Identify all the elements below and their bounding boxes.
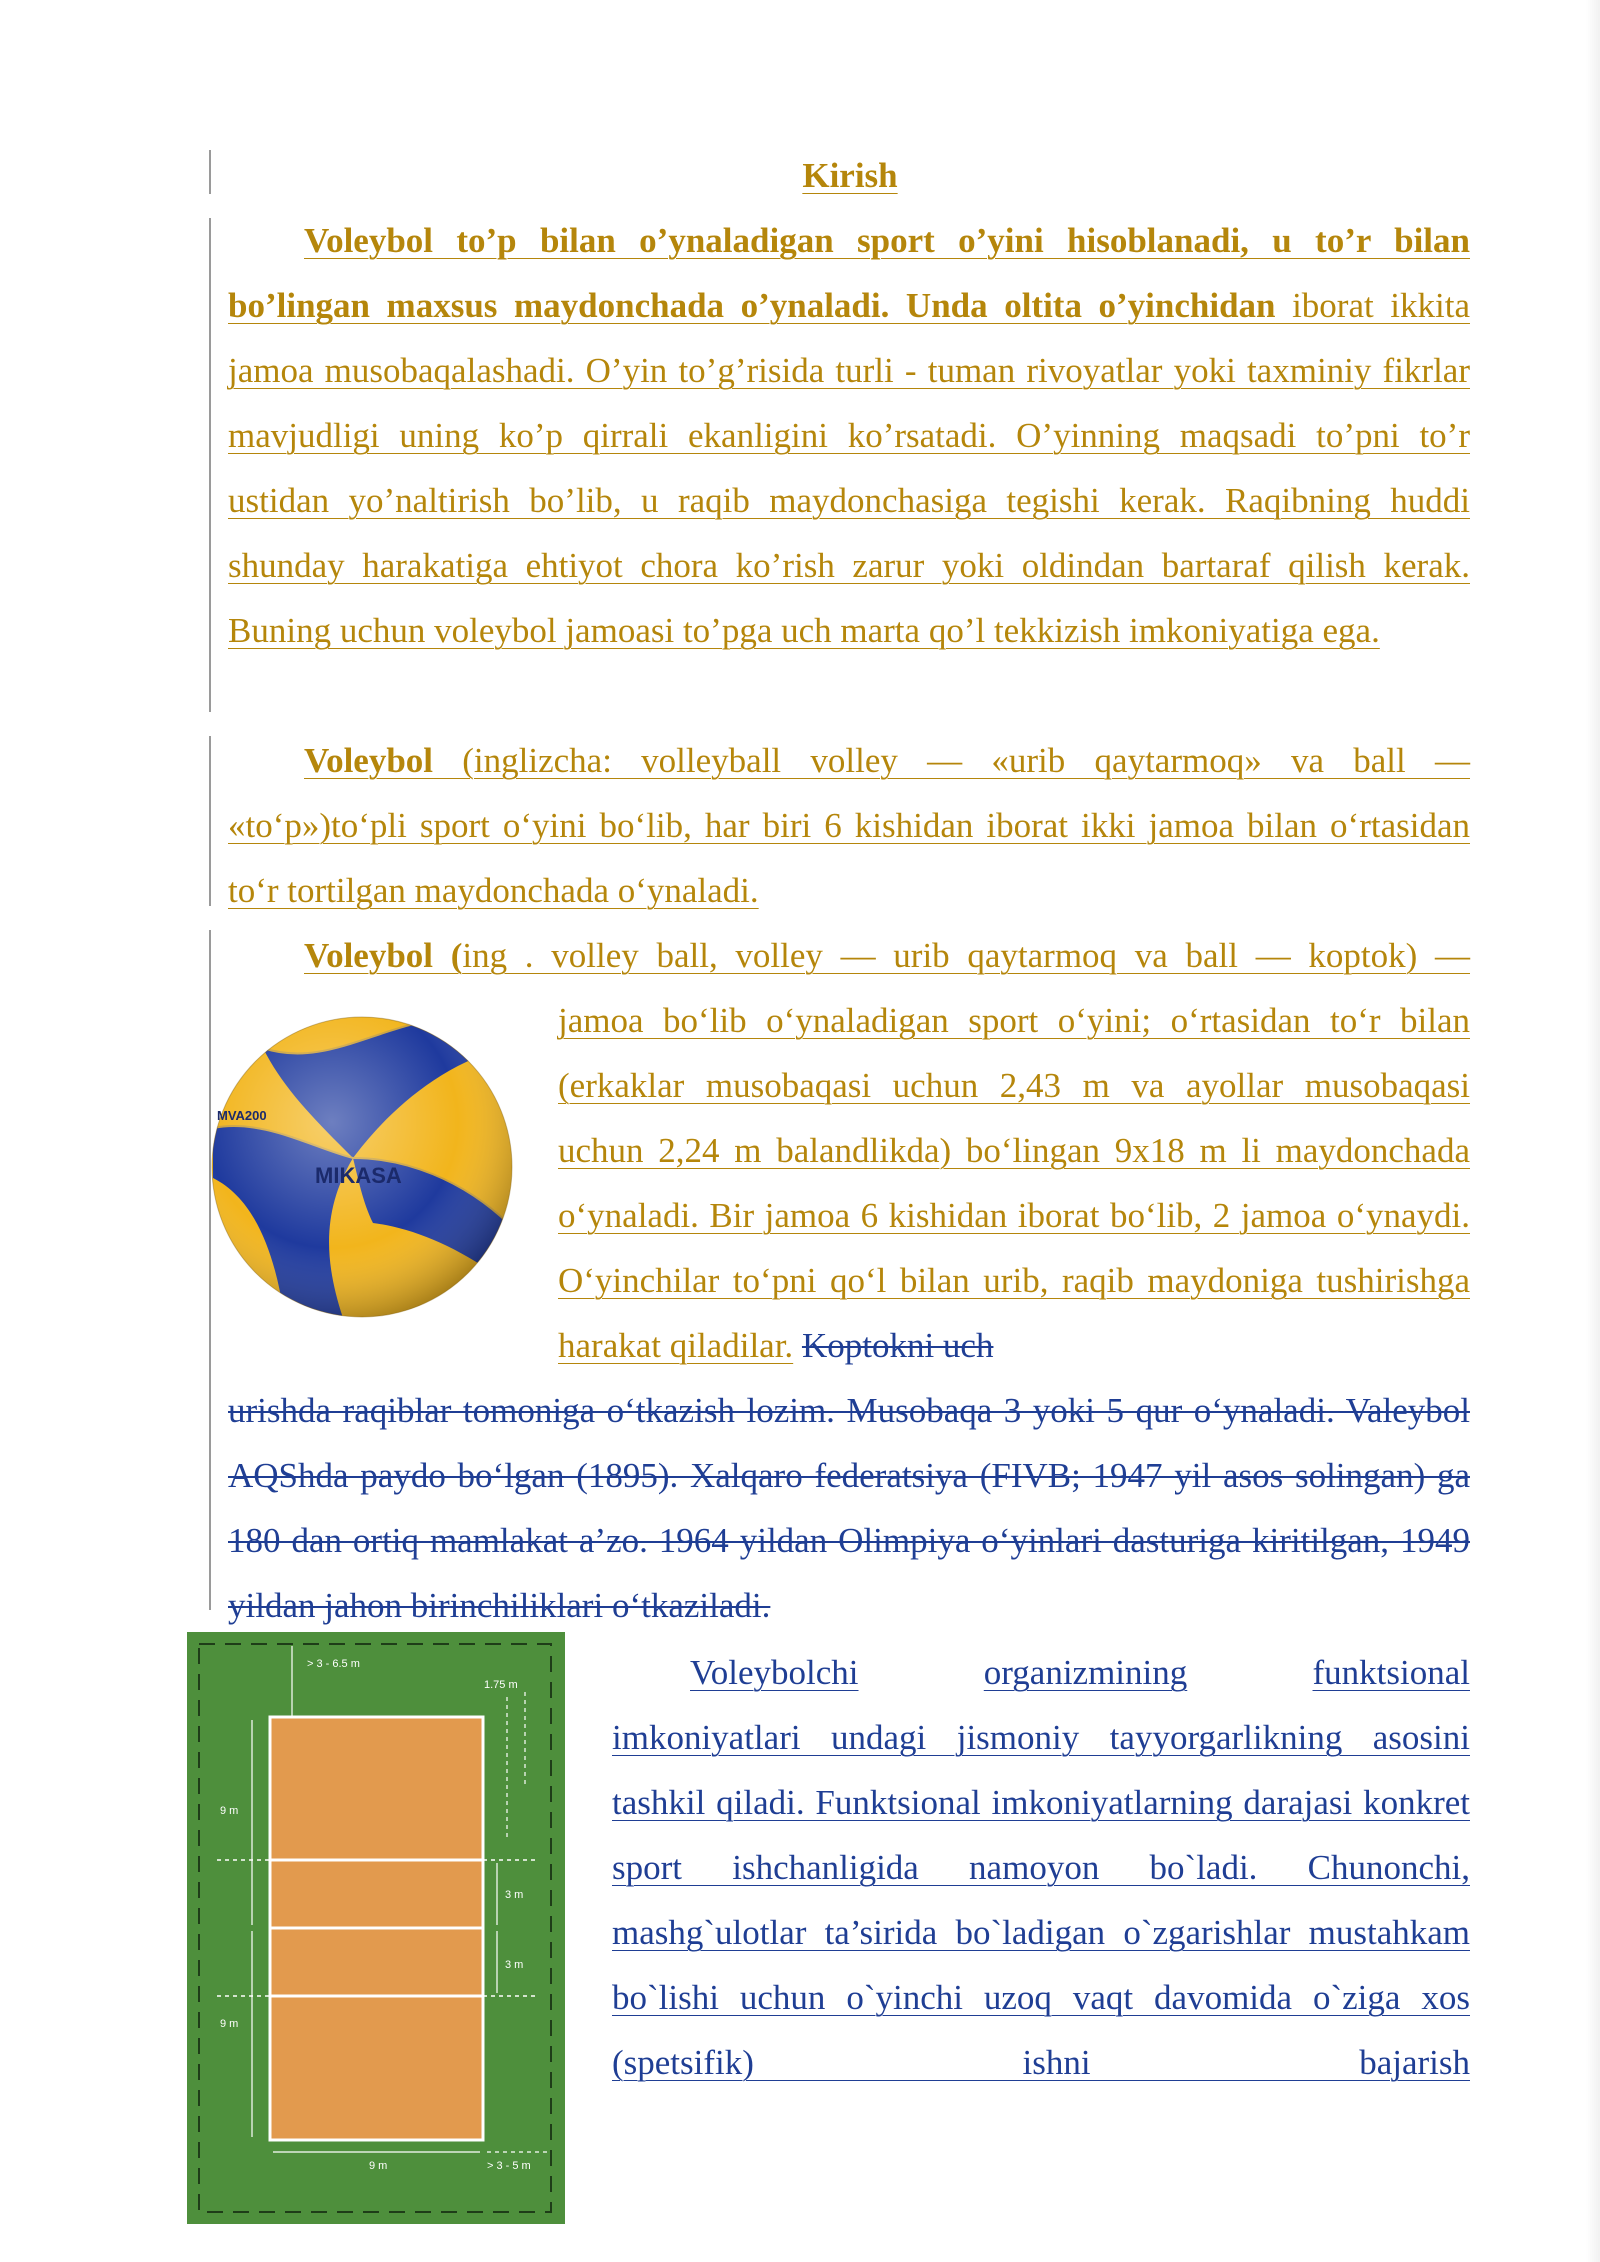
paragraph-encyclopedia-line1-text: ing . volley ball, volley — urib qaytarmoq va ball — koptok) — <box>462 936 1470 975</box>
paragraph-encyclopedia-bold: Voleybol ( <box>304 936 463 975</box>
deleted-text: urishda raqiblar tomoniga o‘tkazish lozim. Musobaqa 3 yoki 5 qur o‘ynaladi. Valeybol AQShda paydo bo‘lgan (1895). Xalqaro federatsiya (FIVB; 1947 yil asos solingan) ga 180 dan ortiq mamlakat a’zo. 1964 yildan Olimpiya o‘yinlari dasturiga kiritilgan, 1949 yildan jahon birinchiliklari o‘tkaziladi. <box>228 1391 1470 1625</box>
court-label-top-zone: > 3 - 6.5 m <box>307 1658 360 1670</box>
court-label-side-zone: 1.75 m <box>484 1679 518 1691</box>
paragraph-intro-bold: Voleybol to’p bilan o’ynaladigan sport o’yini hisoblanadi, u to’r bilan bo’lingan maxsus maydonchada o’ynaladi. Unda oltita o’yinchidan <box>228 221 1470 325</box>
change-bar <box>209 736 211 906</box>
paragraph-encyclopedia-wrapped <box>558 988 1470 1378</box>
paragraph-encyclopedia-line1 <box>228 923 1470 988</box>
volleyball-court-diagram <box>187 1632 565 2224</box>
ball-model-label: MVA200 <box>217 1108 267 1123</box>
paragraph-intro-text: iborat ikkita jamoa musobaqalashadi. O’yin to’g’risida turli - tuman rivoyatlar yoki taxminiy fikrlar mavjudligi uning ko’p qirrali ekanligini ko’rsatadi. O’yinning maqsadi to’pni to’r ustidan yo’naltirish bo’lib, u raqib maydonchasiga tegishi kerak. Raqibning huddi shunday harakatiga ehtiyot chora ko’rish zarur yoki oldindan bartaraf qilish kerak. Buning uchun voleybol jamoasi to’pga uch marta qo’l tekkizish imkoniyatiga ega. <box>228 286 1470 650</box>
court-label-left-upper: 9 m <box>220 1805 239 1817</box>
document-title <box>0 148 1600 203</box>
paragraph-physiology-line1 <box>612 1640 1470 1705</box>
paragraph-encyclopedia-wrapped-text: jamoa bo‘lib o‘ynaladigan sport o‘yini; o‘rtasidan to‘r bilan (erkaklar musobaqasi uchun 2,43 m va ayollar musobaqasi uchun 2,24 m balandlikda) bo‘lingan 9x18 m li maydonchada o‘ynaladi. Bir jamoa 6 kishidan iborat bo‘lib, 2 jamoa o‘ynaydi. O‘yinchilar to‘pni qo‘l bilan urib, raqib maydoniga tushirishga harakat qiladilar. <box>558 1001 1470 1365</box>
volleyball-image <box>203 1008 521 1326</box>
court-label-bottom-width: 9 m <box>369 2160 388 2172</box>
paragraph-physiology-text: imkoniyatlari undagi jismoniy tayyorgarlikning asosini tashkil qiladi. Funktsional imkoniyatlarning darajasi konkret sport ishchanligida namoyon bo`ladi. Chunonchi, mashg`ulotlar ta’sirida bo`ladigan o`zgarishlar mustahkam bo`lishi uchun o`yinchi uzoq vaqt davomida o`ziga xos (spetsifik) ishni bajarish <box>612 1718 1470 2082</box>
court-label-attack-upper: 3 m <box>505 1889 524 1901</box>
physiology-word-3: funktsional <box>1312 1653 1470 1692</box>
paragraph-definition-bold: Voleybol <box>304 741 434 780</box>
physiology-word-2: organizmining <box>983 1653 1188 1692</box>
court-label-bottom-zone: > 3 - 5 m <box>487 2160 531 2172</box>
paragraph-definition <box>228 728 1470 923</box>
paragraph-physiology <box>612 1705 1470 2095</box>
court-label-left-lower: 9 m <box>220 2018 239 2030</box>
ball-brand-label: MIKASA <box>315 1163 402 1188</box>
court-label-attack-lower: 3 m <box>505 1959 524 1971</box>
paragraph-intro <box>228 208 1470 663</box>
title-text: Kirish <box>802 156 898 195</box>
change-bar <box>209 218 211 712</box>
page-edge-shadow <box>1586 0 1600 2262</box>
deleted-text-start: Koptokni uch <box>801 1326 994 1365</box>
paragraph-definition-text: (inglizcha: volleyball volley — «urib qaytarmoq» va ball — «to‘p»)to‘pli sport o‘yini bo‘lib, har biri 6 kishidan iborat ikki jamoa bilan o‘rtasidan to‘r tortilgan maydonchada o‘ynaladi. <box>228 741 1470 910</box>
physiology-word-1: Voleybolchi <box>690 1653 859 1692</box>
paragraph-deleted <box>228 1378 1470 1638</box>
